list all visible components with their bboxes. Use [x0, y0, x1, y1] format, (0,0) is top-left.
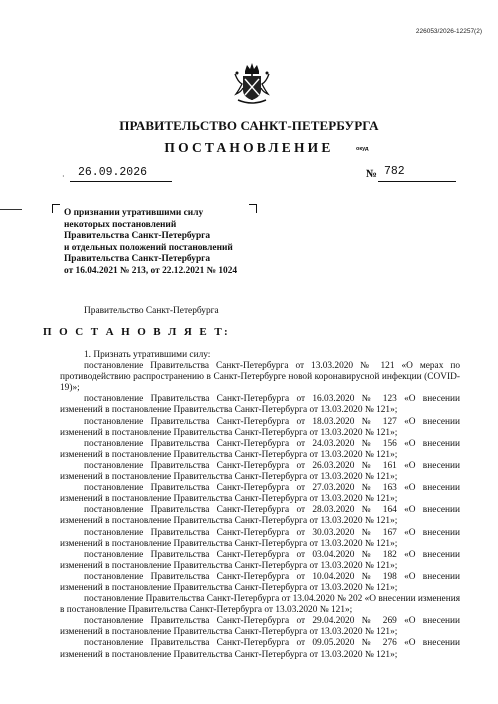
- list-item: постановление Правительства Санкт-Петербурга от 09.05.2020 № 276 «О внесении изменений в постановление Правительства Санкт-Петербурга от 13.03.2020 № 121»;: [60, 638, 460, 660]
- saint-petersburg-coat-of-arms-icon: [232, 62, 272, 106]
- date-mark: ·: [62, 172, 65, 181]
- subject-line: и отдельных положений постановлений: [64, 242, 233, 253]
- date-underline: [70, 181, 172, 182]
- list-item: постановление Правительства Санкт-Петербурга от 26.03.2020 № 161 «О внесении изменений в постановление Правительства Санкт-Петербурга от 13.03.2020 № 121»;: [60, 460, 460, 483]
- list-item: постановление Правительства Санкт-Петербурга от 16.03.2020 № 123 «О внесении изменений в постановление Правительства Санкт-Петербурга от 13.03.2020 № 121»;: [60, 394, 460, 416]
- document-number: 782: [384, 165, 405, 178]
- list-item: постановление Правительства Санкт-Петербурга от 30.03.2020 № 167 «О внесении изменений в постановление Правительства Санкт-Петербурга от 13.03.2020 № 121»;: [60, 527, 460, 549]
- subject-line: Правительства Санкт-Петербурга: [64, 254, 211, 265]
- issuing-authority: ПРАВИТЕЛЬСТВО САНКТ-ПЕТЕРБУРГА: [119, 118, 379, 133]
- list-item: постановление Правительства Санкт-Петербурга от 03.04.2020 № 182 «О внесении изменений в постановление Правительства Санкт-Петербурга от 13.03.2020 № 121»;: [60, 549, 460, 571]
- preamble: Правительство Санкт-Петербурга: [84, 306, 219, 316]
- title-bracket-right: [249, 204, 257, 213]
- document-date: 26.09.2026: [78, 166, 148, 179]
- subject-line: некоторых постановлений: [64, 219, 177, 230]
- number-underline: [378, 181, 456, 182]
- number-sign: №: [366, 168, 378, 180]
- list-item: постановление Правительства Санкт-Петербурга от 29.04.2020 № 269 «О внесении изменений в постановление Правительства Санкт-Петербурга от 13.03.2020 № 121»;: [60, 616, 460, 638]
- list-item: постановление Правительства Санкт-Петербурга от 24.03.2020 № 156 «О внесении изменений в постановление Правительства Санкт-Петербурга от 13.03.2020 № 121»;: [60, 438, 460, 460]
- document-type-title: ПОСТАНОВЛЕНИЕ: [164, 140, 334, 155]
- title-bracket-left: [52, 204, 60, 213]
- okud-label: окуд: [356, 146, 369, 152]
- list-item: постановление Правительства Санкт-Петербурга от 13.04.2020 № 202 «О внесении изменения в постановление Правительства Санкт-Петербурга от 13.03.2020 № 121»;: [60, 594, 460, 616]
- clause-item-1: 1. Признать утратившими силу:: [84, 350, 211, 360]
- document-subject: [64, 208, 237, 278]
- list-item: постановление Правительства Санкт-Петербурга от 13.03.2020 № 121 «О мерах по противодействию распространению в Санкт-Петербурге новой коронавирусной инфекции (COVID-19)»;: [60, 361, 460, 394]
- subject-line: Правительства Санкт-Петербурга: [64, 231, 211, 242]
- list-item: постановление Правительства Санкт-Петербурга от 10.04.2020 № 198 «О внесении изменений в постановление Правительства Санкт-Петербурга от 13.03.2020 № 121»;: [60, 571, 460, 593]
- list-item: постановление Правительства Санкт-Петербурга от 18.03.2020 № 127 «О внесении изменений в постановление Правительства Санкт-Петербурга от 13.03.2020 № 121»;: [60, 416, 460, 438]
- document-registration-number: 226053/2026-12257(2): [415, 28, 482, 35]
- list-item: постановление Правительства Санкт-Петербурга от 28.03.2020 № 164 «О внесении изменений в постановление Правительства Санкт-Петербурга от 13.03.2020 № 121»;: [60, 505, 460, 527]
- fold-mark: [0, 209, 22, 210]
- decree-heading: П О С Т А Н О В Л Я Е Т:: [43, 326, 231, 338]
- document-body: [60, 350, 460, 661]
- subject-line: от 16.04.2021 № 213, от 22.12.2021 № 1024: [64, 265, 238, 276]
- subject-line: О признании утратившими силу: [64, 208, 204, 218]
- list-item: постановление Правительства Санкт-Петербурга от 27.03.2020 № 163 «О внесении изменений в постановление Правительства Санкт-Петербурга от 13.03.2020 № 121»;: [60, 483, 460, 505]
